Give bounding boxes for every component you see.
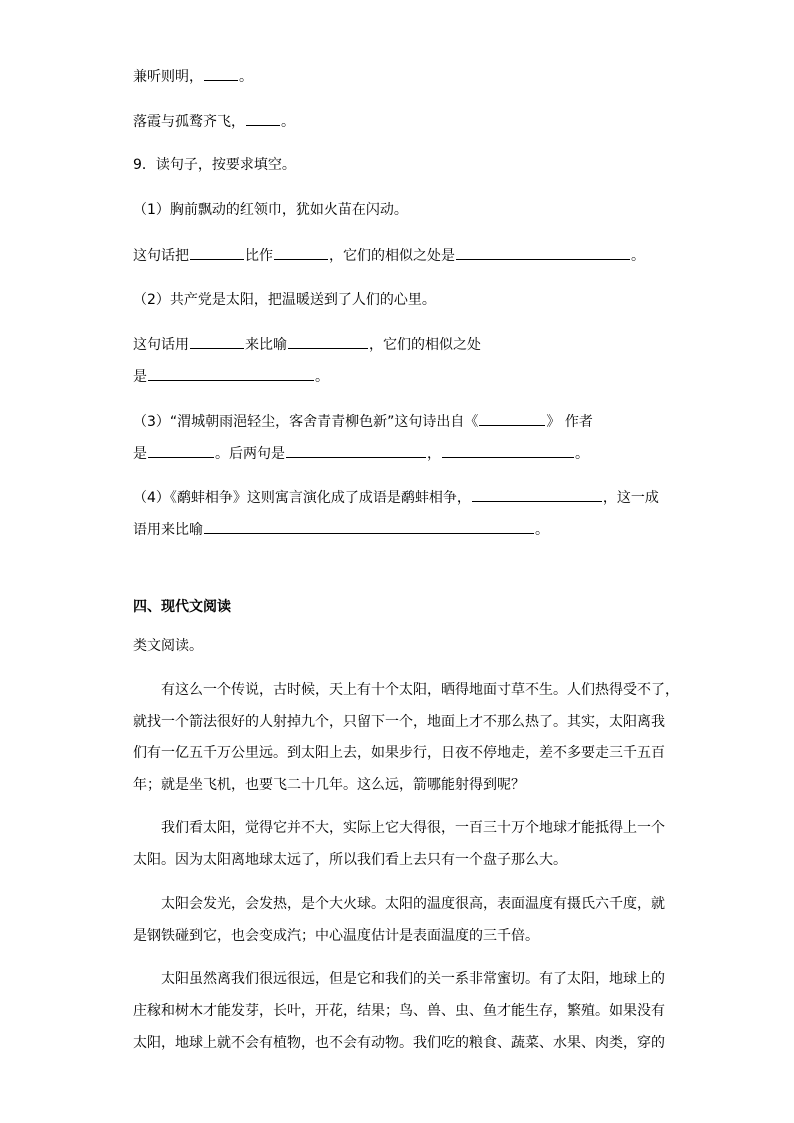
fill-text: ，它们的相似之处是	[329, 248, 455, 264]
passage-line: 太阳会发光，会发热，是个大火球。太阳的温度很高，表面温度有摄氏六千度，就	[161, 896, 665, 912]
fill-text: 是	[133, 446, 147, 462]
q9-fill-2-cont	[133, 366, 329, 387]
fill-text: 。	[535, 522, 549, 538]
q9-sentence-1: （1）胸前飘动的红领巾，犹如火苗在闪动。	[133, 202, 408, 218]
fill-text: ，	[427, 446, 441, 462]
poem-line-1	[133, 66, 253, 87]
answer-blank[interactable]	[190, 334, 244, 349]
passage-line: 有这么一个传说，古时候，天上有十个太阳，晒得地面寸草不生。人们热得受不了，	[161, 682, 679, 698]
passage-line: 庄稼和树木才能发芽，长叶，开花，结果；鸟、兽、虫、鱼才能生存，繁殖。如果没有	[133, 1003, 665, 1019]
fill-text: 》 作者	[546, 414, 593, 430]
passage-line: 是钢铁碰到它，也会变成汽；中心温度估计是表面温度的三千倍。	[133, 928, 539, 944]
q9-fill-2	[133, 334, 481, 355]
answer-blank[interactable]	[286, 443, 426, 458]
answer-blank[interactable]	[190, 245, 244, 260]
answer-blank[interactable]	[274, 245, 328, 260]
answer-blank[interactable]	[246, 111, 280, 126]
fill-text: ，它们的相似之处	[369, 337, 481, 353]
section-subtitle: 类文阅读。	[133, 638, 203, 654]
sentence-text: （4）《鹬蚌相争》这则寓言演化成了成语是鹬蚌相争，	[133, 490, 471, 506]
passage-line: 太阳虽然离我们很远很远，但是它和我们的关一系非常蜜切。有了太阳，地球上的	[161, 971, 665, 987]
fill-text: 来比喻	[245, 337, 287, 353]
fill-text: 。	[315, 369, 329, 385]
q9-sentence-2: （2）共产党是太阳，把温暖送到了人们的心里。	[133, 292, 436, 308]
fill-text: 是	[133, 369, 147, 385]
fill-text: 。	[631, 248, 645, 264]
passage-line: 就找一个箭法很好的人射掉九个，只留下一个，地面上才不那么热了。其实，太阳离我	[133, 714, 665, 730]
passage-line: 们有一亿五千万公里远。到太阳上去，如果步行，日夜不停地走，差不多要走三千五百	[133, 745, 665, 761]
answer-blank[interactable]	[479, 411, 545, 426]
answer-blank[interactable]	[442, 443, 574, 458]
fill-text: 比作	[245, 248, 273, 264]
poem-text: 落霞与孤鹜齐飞，	[133, 114, 245, 130]
sentence-text: （3）“渭城朝雨浥轻尘，客舍青青柳色新”这句诗出自《	[133, 414, 479, 430]
fill-text: 语用来比喻	[133, 522, 203, 538]
fill-text: 这句话把	[133, 248, 189, 264]
q9-sentence-4	[133, 487, 659, 508]
poem-text: 兼听则明，	[133, 69, 203, 85]
answer-blank[interactable]	[472, 487, 602, 502]
fill-text: 。后两句是	[215, 446, 285, 462]
answer-blank[interactable]	[288, 334, 368, 349]
q9-fill-4	[133, 519, 549, 540]
answer-blank[interactable]	[456, 245, 630, 260]
punct: 。	[239, 69, 253, 85]
answer-blank[interactable]	[204, 66, 238, 81]
answer-blank[interactable]	[204, 519, 534, 534]
passage-line: 我们看太阳，觉得它并不大，实际上它大得很，一百三十万个地球才能抵得上一个	[161, 820, 665, 836]
section-heading: 四、现代文阅读	[133, 599, 231, 615]
passage-line: 年；就是坐飞机，也要飞二十几年。这么远，箭哪能射得到呢？	[133, 777, 525, 793]
question-9-title: 9．读句子，按要求填空。	[133, 157, 296, 173]
fill-text: 。	[575, 446, 589, 462]
passage-line: 太阳。因为太阳离地球太远了，所以我们看上去只有一个盘子那么大。	[133, 852, 567, 868]
q9-fill-3	[133, 443, 589, 464]
fill-text: 这句话用	[133, 337, 189, 353]
fill-text: ，这一成	[602, 490, 659, 506]
poem-line-2	[133, 111, 295, 132]
q9-fill-1	[133, 245, 645, 266]
answer-blank[interactable]	[148, 443, 214, 458]
punct: 。	[281, 114, 295, 130]
answer-blank[interactable]	[148, 366, 314, 381]
passage-line: 太阳，地球上就不会有植物，也不会有动物。我们吃的粮食、蔬菜、水果、肉类，穿的	[133, 1035, 665, 1051]
q9-sentence-3	[133, 411, 593, 432]
